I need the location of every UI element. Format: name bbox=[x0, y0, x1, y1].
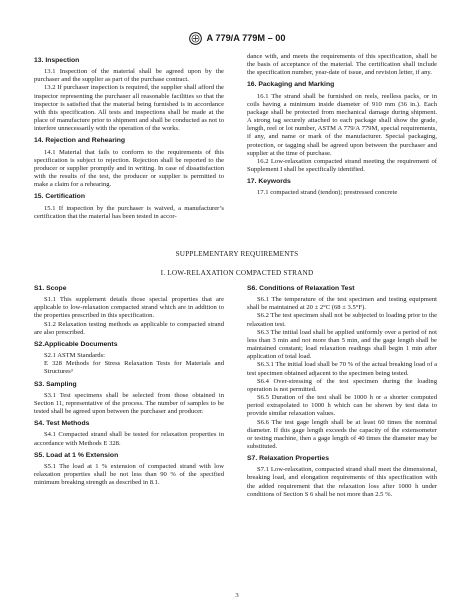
paragraph: S1.2 Relaxation testing methods as applicable to compacted strand are also prescribed. bbox=[34, 320, 224, 336]
section-heading: 14. Rejection and Rehearing bbox=[34, 137, 126, 145]
section-heading: S5. Load at 1 % Extension bbox=[34, 451, 119, 459]
paragraph: S6.2 The test specimen shall not be subjected to loading prior to the relaxation test. bbox=[247, 312, 437, 328]
paragraph: 15.1 If inspection by the purchaser is waived, a manufacturer’s certification that the material has been tested in accor- bbox=[34, 204, 224, 220]
section-heading: S6. Conditions of Relaxation Test bbox=[247, 285, 355, 292]
paragraph: S6.1 The temperature of the test specimen and testing equipment shall be maintained at 20 ± 2°C (68 ± 3.5°F). bbox=[247, 296, 437, 312]
paragraph: S5.1 The load at 1 % extension of compacted strand with low relaxation properties shall be not less than 90 % of the specified minimum breaking strength as described in 8.1. bbox=[34, 462, 224, 487]
paragraph: 16.1 The strand shall be furnished on reels, reelless packs, or in coils having a minimum inside diameter of 910 mm (36 in.). Each package shall be protected from mechanical damage during shipment. A strong tag securely attached to each package shall show the grade, length, reel or lot number, ASTM A 779/A 779M, special requirements, if any, and name or mark of the manufacturer. Special packaging, protection, or tagging shall be agreed upon between the purchaser and supplier at the time of purchase. bbox=[247, 92, 437, 157]
paragraph: 16.2 Low-relaxation compacted strand meeting the requirement of Supplement I shall be specifically identified. bbox=[247, 157, 437, 174]
paragraph: 17.1 compacted strand (tendon); prestressed concrete bbox=[257, 189, 398, 197]
section-heading: 15. Certification bbox=[34, 193, 85, 201]
section-heading: 16. Packaging and Marking bbox=[247, 81, 335, 89]
paragraph: S7.1 Low-relaxation, compacted strand shall meet the dimensional, breaking load, and elongation requirements of this specification with the added requirement that the relaxation loss after 1000 h under conditions of Section S 6 shall be not more than 2.5 %. bbox=[247, 466, 437, 498]
section-heading: S3. Sampling bbox=[34, 380, 77, 388]
astm-logo-icon bbox=[189, 32, 202, 45]
page-number: 3 bbox=[235, 592, 239, 599]
section-heading: S2.Applicable Documents bbox=[34, 340, 118, 348]
right-column-bottom bbox=[247, 281, 437, 499]
paragraph: 14.1 Material that fails to conform to the requirements of this specification is subject to rejection. Rejection shall be reported to the producer or supplier promptly and in writing. In case of dissatisfaction with the results of the test, the producer or supplier is permitted to make a claim for a rehearing. bbox=[34, 148, 224, 189]
section-heading: S7. Relaxation Properties bbox=[247, 455, 329, 463]
section-heading: S4. Test Methods bbox=[34, 420, 90, 428]
paragraph: S2.1 ASTM Standards: bbox=[44, 352, 105, 360]
left-column-top bbox=[34, 53, 224, 221]
page-header bbox=[0, 30, 474, 46]
paragraph: dance with, and meets the requirements of this specification, shall be the basis of acceptance of the material. The certification shall include the specification number, year-date of issue, and revision letter, if any. bbox=[247, 53, 437, 77]
right-column-top bbox=[247, 53, 437, 198]
section-heading: 13. Inspection bbox=[34, 57, 80, 64]
supplementary-requirements-heading: SUPPLEMENTARY REQUIREMENTS bbox=[175, 250, 299, 258]
paragraph: S6.6 The test gage length shall be at least 60 times the nominal diameter. If this gage length exceeds the capacity of the extensometer or testing machine, then a gage length of 40 times the diameter may be substituted. bbox=[247, 418, 437, 450]
paragraph: S3.1 Test specimens shall be selected from those obtained in Section 11, representative of the process. The number of samples to be tested shall be agreed upon between the purchaser and producer. bbox=[34, 391, 224, 416]
paragraph: S6.5 Duration of the test shall be 1000 h or a shorter computed period extrapolated to 1000 h which can be shown by test data to provide similar relaxation values. bbox=[247, 394, 437, 418]
section-heading: S1. Scope bbox=[34, 285, 67, 292]
supplement-subtitle: I. LOW-RELAXATION COMPACTED STRAND bbox=[160, 269, 314, 277]
section-heading: 17. Keywords bbox=[247, 178, 291, 186]
left-column-bottom bbox=[34, 281, 224, 487]
paragraph: 13.1 Inspection of the material shall be agreed upon by the purchaser and the supplier as part of the purchase contract. bbox=[34, 68, 224, 84]
reference-entry: E 328 Methods for Stress Relaxation Tests for Materials and Structures³ bbox=[44, 360, 224, 376]
paragraph: 13.2 If purchaser inspection is required, the supplier shall afford the inspector representing the purchaser all reasonable facilities so that the inspector is satisfied that the material being furnished is in accordance with this specification. All tests and inspections shall be made at the place of manufacture prior to shipment and shall be conducted as not to interfere unnecessarily with the operation of the works. bbox=[34, 84, 224, 133]
standard-designation: A 779/A 779M – 00 bbox=[206, 33, 286, 43]
paragraph: S6.4 Over-stressing of the test specimen during the loading operation is not permitted. bbox=[247, 377, 437, 393]
paragraph: S4.1 Compacted strand shall be tested for relaxation properties in accordance with Methods E 328. bbox=[34, 431, 224, 447]
paragraph: S1.1 This supplement details those special properties that are applicable to low-relaxation compacted strand which are in addition to the properties prescribed in this specification. bbox=[34, 296, 224, 320]
paragraph: S6.3.1 The initial load shall be 70 % of the actual breaking load of a test specimen obtained adjacent to the specimen being tested. bbox=[247, 361, 437, 377]
paragraph: S6.3 The initial load shall be applied uniformly over a period of not less than 3 min and not more than 5 min, and the gage length shall be maintained constant; load relaxation readings shall begin 1 min after application of total load. bbox=[247, 328, 437, 361]
